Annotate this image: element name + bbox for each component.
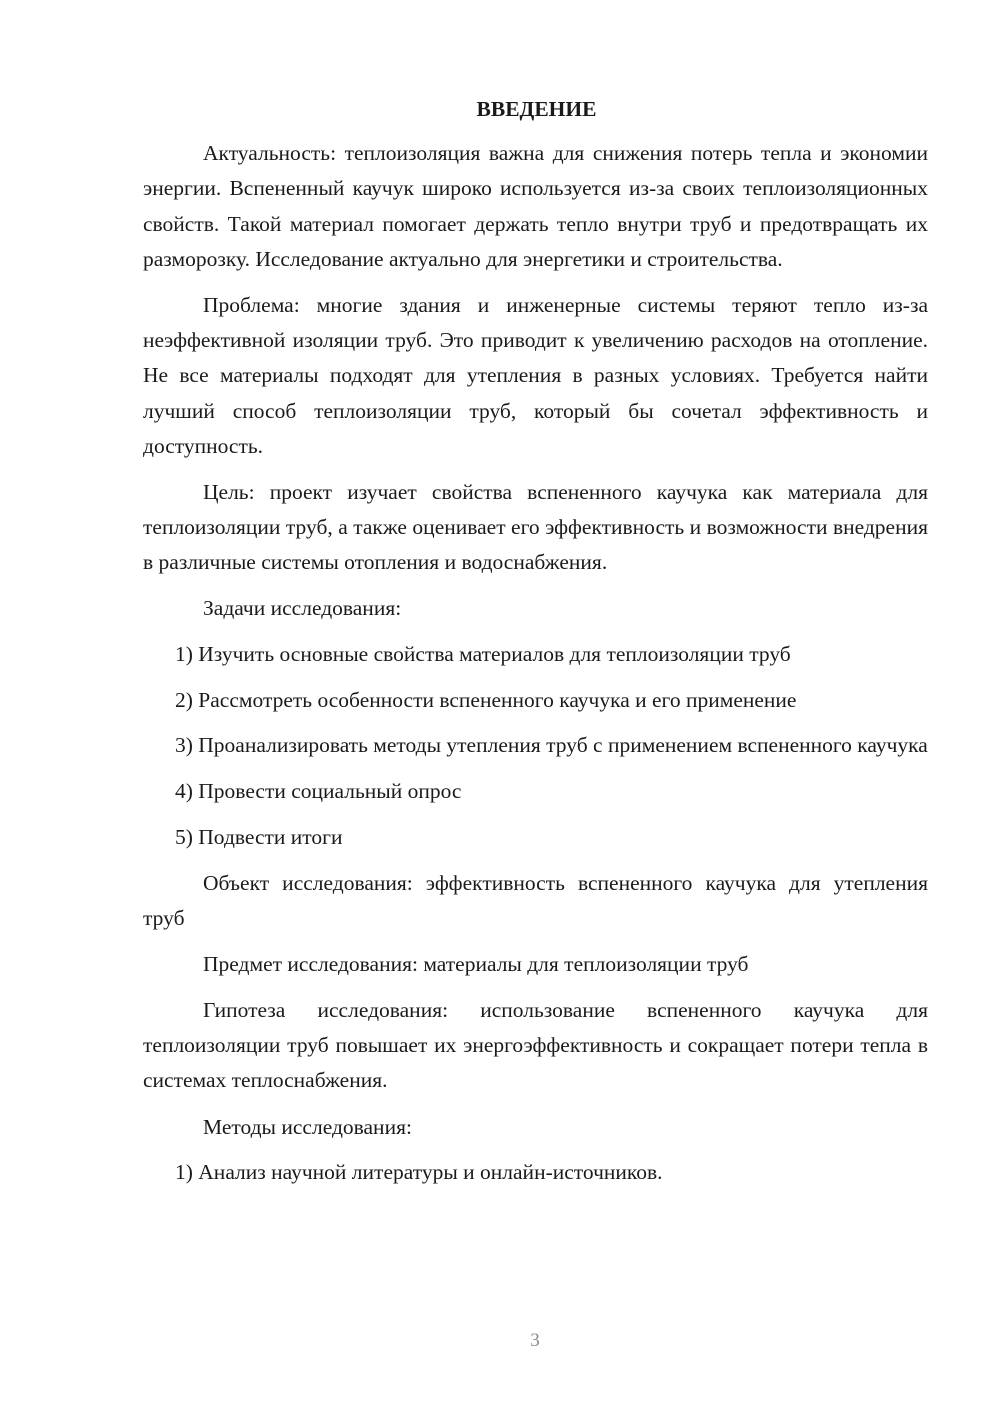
hypothesis-paragraph: Гипотеза исследования: использование вспененного каучука для теплоизоляции труб повышает их энергоэффективность и сокращает потери тепла в системах теплоснабжения. xyxy=(143,997,928,1093)
tasks-title: Задачи исследования: xyxy=(203,596,402,621)
task-item-4: 4) Провести социальный опрос xyxy=(175,779,462,804)
task-item-5: 5) Подвести итоги xyxy=(175,825,343,850)
section-heading: ВВЕДЕНИЕ xyxy=(476,97,597,121)
object-paragraph: Объект исследования: эффективность вспененного каучука для утепления труб xyxy=(143,870,928,931)
subject-paragraph: Предмет исследования: материалы для теплоизоляции труб xyxy=(203,951,749,976)
task-item-1: 1) Изучить основные свойства материалов для теплоизоляции труб xyxy=(175,641,791,666)
page-content xyxy=(143,92,928,1201)
page-number: 3 xyxy=(530,1330,540,1351)
relevance-paragraph: Актуальность: теплоизоляция важна для снижения потерь тепла и экономии энергии. Вспененный каучук широко используется из-за своих теплоизоляционных свойств. Такой материал помогает держать тепло внутри труб и предотвращать их разморозку. Исследование актуально для энергетики и строительства. xyxy=(143,141,928,271)
methods-title: Методы исследования: xyxy=(203,1114,412,1139)
goal-paragraph: Цель: проект изучает свойства вспененного каучука как материала для теплоизоляции труб, а также оценивает его эффективность и возможности внедрения в различные системы отопления и водоснабжения. xyxy=(143,479,928,575)
problem-paragraph: Проблема: многие здания и инженерные системы теряют тепло из-за неэффективной изоляции труб. Это приводит к увеличению расходов на отопление. Не все материалы подходят для утепления в разных условиях. Требуется найти лучший способ теплоизоляции труб, который бы сочетал эффективность и доступность. xyxy=(143,292,928,458)
method-item-1: 1) Анализ научной литературы и онлайн-источников. xyxy=(175,1160,663,1185)
task-item-2: 2) Рассмотреть особенности вспененного каучука и его применение xyxy=(175,687,797,712)
task-item-3: 3) Проанализировать методы утепления труб с применением вспененного каучука xyxy=(175,733,928,758)
